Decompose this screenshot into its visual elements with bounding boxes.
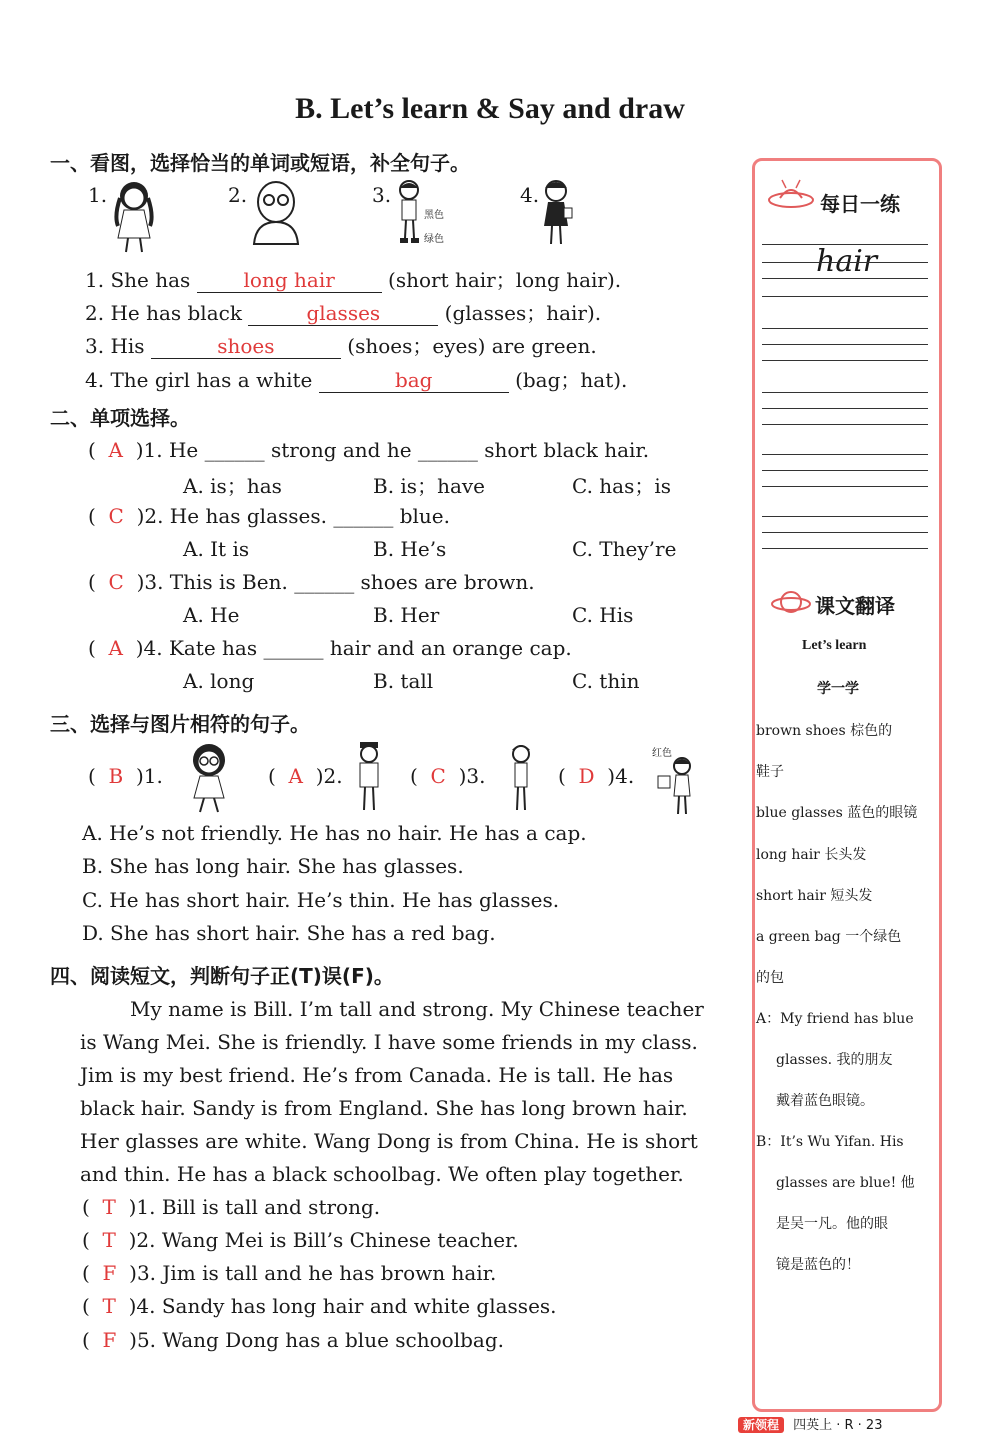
sec2-2-option-b: B. He’s — [373, 537, 447, 561]
sec4-answer-4: T — [102, 1294, 116, 1318]
sec2-3-option-c: C. His — [572, 603, 634, 627]
fig-3-label-green: 绿色 — [424, 234, 444, 245]
translation-line: A：My friend has blue — [756, 1011, 914, 1027]
fig-3-number: 3. — [372, 183, 392, 207]
practice-line — [762, 454, 928, 455]
practice-line — [762, 486, 928, 487]
sec1-item-4: 4. The girl has a white bag (bag；hat). — [85, 368, 628, 392]
sec3-sentence-c: C. He has short hair. He’s thin. He has glasses. — [82, 888, 560, 912]
sec2-answer-2: C — [108, 504, 124, 528]
translation-line: glasses. 我的朋友 — [776, 1052, 893, 1068]
sec2-1-option-c: C. has；is — [572, 474, 672, 498]
man-glasses-picture — [246, 176, 304, 246]
sec2-item-2: ( C )2. He has glasses. ______ blue. — [88, 504, 450, 528]
sec1-answer-4: bag — [319, 368, 509, 393]
girl-red-bag-picture — [652, 756, 700, 816]
sec2-item-1: ( A )1. He ______ strong and he ______ short black hair. — [88, 438, 650, 462]
translation-line: long hair 长头发 — [756, 847, 867, 863]
planet-icon — [770, 586, 812, 618]
girl-white-bag-picture — [538, 178, 574, 250]
practice-line — [762, 344, 928, 345]
practice-line — [762, 516, 928, 517]
sec1-item-1: 1. She has long hair (short hair；long hair). — [85, 268, 622, 292]
sec3-item-1: ( B )1. — [88, 764, 163, 788]
sec3-item-2: ( A )2. — [268, 764, 343, 788]
sec2-item-4: ( A )4. Kate has ______ hair and an orange cap. — [88, 636, 572, 660]
passage-line-1: My name is Bill. I’m tall and strong. My Chinese teacher — [130, 997, 704, 1021]
sec3-answer-4: D — [578, 764, 595, 788]
translation-line: brown shoes 棕色的 — [756, 723, 893, 739]
sec3-sentence-a: A. He’s not friendly. He has no hair. He has a cap. — [82, 821, 587, 845]
sec4-item-3: ( F )3. Jim is tall and he has brown hair. — [82, 1261, 497, 1285]
lets-learn-cn-heading: 学一学 — [817, 681, 859, 697]
sec3-sentence-b: B. She has long hair. She has glasses. — [82, 854, 464, 878]
sec4-item-1: ( T )1. Bill is tall and strong. — [82, 1195, 381, 1219]
girl-glasses-picture — [180, 740, 238, 814]
sec3-item-4: ( D )4. — [558, 764, 635, 788]
sec1-answer-3: shoes — [151, 334, 341, 359]
passage-line-3: Jim is my best friend. He’s from Canada. He is tall. He has — [80, 1063, 674, 1087]
section-3-heading: 三、选择与图片相符的句子。 — [50, 712, 310, 736]
sec4-answer-1: T — [102, 1195, 116, 1219]
ufo-icon — [766, 176, 816, 216]
translation-line: blue glasses 蓝色的眼镜 — [756, 805, 918, 821]
passage-line-5: Her glasses are white. Wang Dong is from China. He is short — [80, 1129, 698, 1153]
sec3-item-3: ( C )3. — [410, 764, 486, 788]
translation-line: 鞋子 — [756, 764, 784, 780]
sec4-item-5: ( F )5. Wang Dong has a blue schoolbag. — [82, 1328, 504, 1352]
sec3-sentence-d: D. She has short hair. She has a red bag. — [82, 921, 496, 945]
sec2-answer-3: C — [108, 570, 124, 594]
practice-line — [762, 532, 928, 533]
fig-3-label-black: 黑色 — [424, 210, 444, 221]
sec2-answer-1: A — [108, 438, 123, 462]
sec4-answer-3: F — [102, 1261, 117, 1285]
sec3-answer-2: A — [288, 764, 303, 788]
practice-line — [762, 470, 928, 471]
man-cap-picture — [352, 740, 386, 814]
sec2-item-3: ( C )3. This is Ben. ______ shoes are brown. — [88, 570, 535, 594]
practice-line — [762, 262, 928, 263]
passage-line-6: and thin. He has a black schoolbag. We often play together. — [80, 1162, 684, 1186]
sec1-answer-2: glasses — [248, 301, 438, 326]
page-footer — [738, 1414, 882, 1433]
fig-4-number: 4. — [520, 183, 540, 207]
translation-line: 戴着蓝色眼镜。 — [776, 1093, 874, 1109]
brand-badge: 新领程 — [738, 1417, 784, 1433]
sec1-answer-1: long hair — [197, 268, 382, 293]
boy-green-shoes-picture — [394, 178, 426, 246]
practice-line — [762, 244, 928, 245]
sec3-answer-3: C — [430, 764, 446, 788]
sec4-item-2: ( T )2. Wang Mei is Bill’s Chinese teacher. — [82, 1228, 519, 1252]
page-title: B. Let’s learn & Say and draw — [295, 92, 685, 125]
sec2-4-option-a: A. long — [183, 669, 255, 693]
sec1-item-3: 3. His shoes (shoes；eyes) are green. — [85, 334, 597, 358]
sec1-item-2: 2. He has black glasses (glasses；hair). — [85, 301, 602, 325]
sec2-4-option-c: C. thin — [572, 669, 640, 693]
sec4-answer-5: F — [102, 1328, 117, 1352]
section-1-heading: 一、看图，选择恰当的单词或短语，补全句子。 — [50, 151, 470, 175]
sec2-4-option-b: B. tall — [373, 669, 434, 693]
sec2-2-option-c: C. They’re — [572, 537, 677, 561]
sec4-item-4: ( T )4. Sandy has long hair and white glasses. — [82, 1294, 557, 1318]
daily-practice-title: 每日一练 — [820, 192, 900, 216]
section-4-heading: 四、阅读短文，判断句子正(T)误(F)。 — [50, 964, 394, 988]
sec4-answer-2: T — [102, 1228, 116, 1252]
translation-line: 是吴一凡。他的眼 — [776, 1216, 888, 1232]
translation-line: 镜是蓝色的！ — [776, 1257, 860, 1273]
sec2-2-option-a: A. It is — [183, 537, 250, 561]
sec2-answer-4: A — [108, 636, 123, 660]
translation-line: short hair 短头发 — [756, 888, 873, 904]
girl-long-hair-picture — [106, 176, 162, 254]
translation-line: glasses are blue! 他 — [776, 1175, 915, 1191]
translation-line: 的包 — [756, 970, 784, 986]
passage-line-2: is Wang Mei. She is friendly. I have some friends in my class. — [80, 1030, 698, 1054]
sec3-answer-1: B — [108, 764, 124, 788]
sec2-1-option-b: B. is；have — [373, 474, 486, 498]
sec2-3-option-a: A. He — [183, 603, 240, 627]
lets-learn-heading: Let’s learn — [802, 638, 867, 653]
reading-passage — [80, 993, 740, 1191]
fig-1-number: 1. — [88, 183, 108, 207]
practice-line — [762, 392, 928, 393]
section-2-heading: 二、单项选择。 — [50, 406, 190, 430]
practice-line — [762, 278, 928, 279]
sec2-3-option-b: B. Her — [373, 603, 440, 627]
passage-line-4: black hair. Sandy is from England. She has long brown hair. — [80, 1096, 688, 1120]
practice-line — [762, 548, 928, 549]
practice-line — [762, 424, 928, 425]
boy-thin-glasses-picture — [504, 740, 538, 814]
daily-word: hair — [816, 244, 878, 279]
sec3-fig-4-label: 红色 — [652, 748, 672, 759]
sec2-1-option-a: A. is；has — [183, 474, 282, 498]
page-number: 四英上 · R · 23 — [793, 1418, 883, 1433]
fig-2-number: 2. — [228, 183, 248, 207]
practice-line — [762, 296, 928, 297]
translation-line: B：It’s Wu Yifan. His — [756, 1134, 904, 1150]
practice-line — [762, 328, 928, 329]
practice-line — [762, 360, 928, 361]
practice-line — [762, 408, 928, 409]
translation-line: a green bag 一个绿色 — [756, 929, 902, 945]
translation-title: 课文翻译 — [815, 594, 895, 618]
